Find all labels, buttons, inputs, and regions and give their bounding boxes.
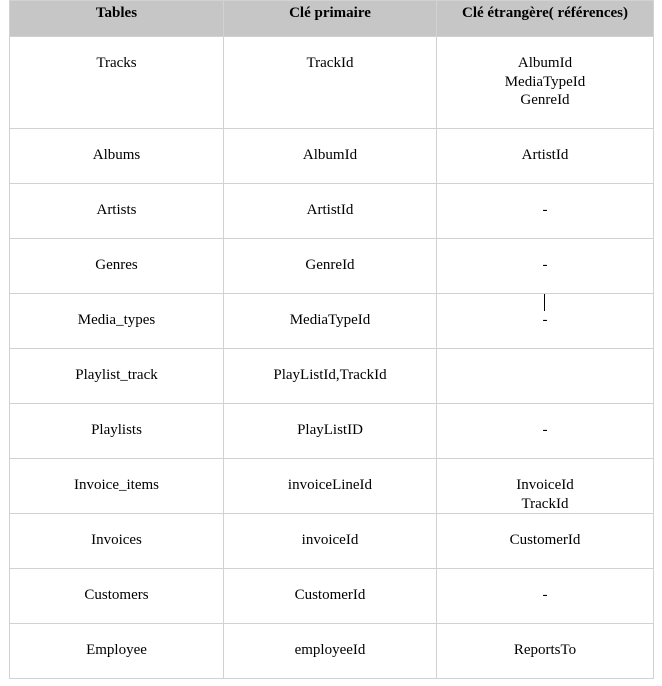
table-row bbox=[10, 514, 654, 569]
table-row bbox=[10, 569, 654, 624]
table-row bbox=[10, 239, 654, 294]
header-tables: Tables bbox=[10, 1, 224, 37]
table-name-cell: Employee bbox=[10, 624, 224, 679]
foreign-key-value: MediaTypeId bbox=[504, 73, 586, 90]
table-row bbox=[10, 459, 654, 514]
foreign-key-cell bbox=[437, 514, 654, 569]
foreign-key-cell bbox=[437, 624, 654, 679]
primary-key-cell: PlayListID bbox=[224, 404, 437, 459]
primary-key-cell: invoiceId bbox=[224, 514, 437, 569]
foreign-key-cell bbox=[437, 129, 654, 184]
foreign-key-value: - bbox=[542, 257, 548, 273]
table-name-cell: Media_types bbox=[10, 294, 224, 349]
table-row bbox=[10, 184, 654, 239]
table-name-cell: Genres bbox=[10, 239, 224, 294]
table-name-cell: Customers bbox=[10, 569, 224, 624]
primary-key-cell: TrackId bbox=[224, 37, 437, 129]
table-name-cell: Invoice_items bbox=[10, 459, 224, 514]
primary-key-cell: invoiceLineId bbox=[224, 459, 437, 514]
table-row bbox=[10, 129, 654, 184]
table-row bbox=[10, 624, 654, 679]
foreign-key-value: AlbumId bbox=[517, 55, 573, 71]
table-name-cell: Playlist_track bbox=[10, 349, 224, 404]
table-name-cell: Playlists bbox=[10, 404, 224, 459]
foreign-key-cell bbox=[437, 37, 654, 129]
primary-key-cell: AlbumId bbox=[224, 129, 437, 184]
foreign-key-cell bbox=[437, 349, 654, 404]
primary-key-cell: GenreId bbox=[224, 239, 437, 294]
schema-table bbox=[9, 0, 654, 679]
table-name-cell: Tracks bbox=[10, 37, 224, 129]
foreign-key-cell bbox=[437, 459, 654, 514]
foreign-key-value: TrackId bbox=[521, 495, 569, 512]
foreign-key-cell bbox=[437, 569, 654, 624]
foreign-key-cell bbox=[437, 184, 654, 239]
foreign-key-cell bbox=[437, 404, 654, 459]
primary-key-cell: ArtistId bbox=[224, 184, 437, 239]
foreign-key-value: - bbox=[542, 312, 548, 328]
foreign-key-value: ReportsTo bbox=[513, 642, 577, 658]
foreign-key-cell bbox=[437, 239, 654, 294]
foreign-key-value: InvoiceId bbox=[516, 477, 574, 493]
foreign-key-value: - bbox=[542, 202, 548, 218]
table-row bbox=[10, 294, 654, 349]
table-row bbox=[10, 349, 654, 404]
header-row bbox=[10, 1, 654, 37]
table-row bbox=[10, 37, 654, 129]
header-primary-key: Clé primaire bbox=[224, 1, 437, 37]
foreign-key-value: - bbox=[542, 587, 548, 603]
foreign-key-value: GenreId bbox=[520, 92, 570, 108]
primary-key-cell: PlayListId,TrackId bbox=[224, 349, 437, 404]
foreign-key-value: CustomerId bbox=[509, 532, 581, 548]
primary-key-cell: MediaTypeId bbox=[224, 294, 437, 349]
primary-key-cell: CustomerId bbox=[224, 569, 437, 624]
table-row bbox=[10, 404, 654, 459]
table-name-cell: Artists bbox=[10, 184, 224, 239]
foreign-key-value: ArtistId bbox=[521, 147, 569, 163]
table-name-cell: Invoices bbox=[10, 514, 224, 569]
header-foreign-key: Clé étrangère( références) bbox=[437, 1, 654, 37]
table-name-cell: Albums bbox=[10, 129, 224, 184]
foreign-key-cell[interactable] bbox=[437, 294, 654, 349]
text-cursor bbox=[544, 294, 545, 311]
foreign-key-value: - bbox=[542, 422, 548, 438]
primary-key-cell: employeeId bbox=[224, 624, 437, 679]
